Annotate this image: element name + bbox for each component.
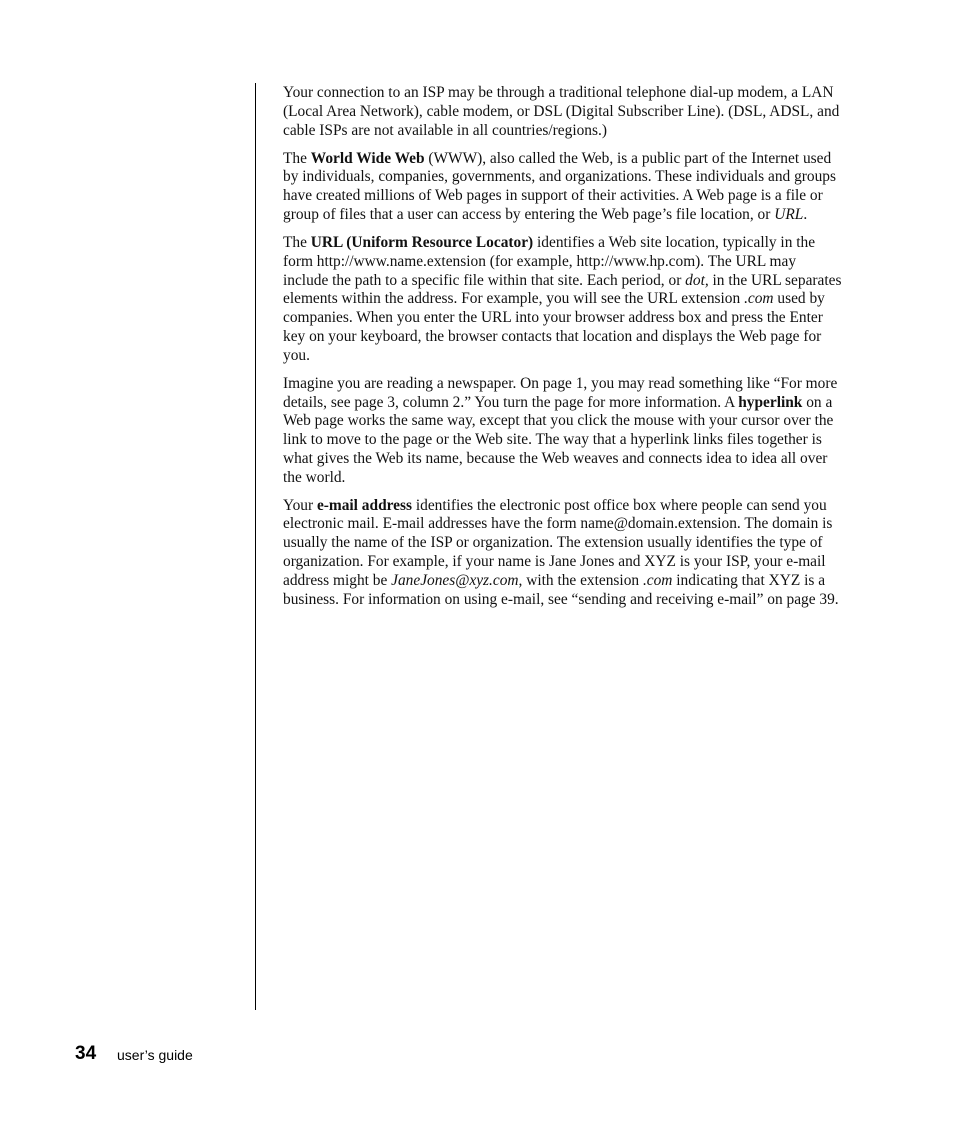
text-run: on a Web page works the same way, except that you click the mouse with your cursor over the link to move to the page or the Web site. The way that a hyperlink links files together is what gives the Web its name, because the Web weaves and connects idea to idea all over the world. xyxy=(283,393,834,486)
text-run: . xyxy=(803,205,808,223)
body-text xyxy=(283,84,845,619)
example-email: JaneJones@xyz.com, xyxy=(391,571,523,589)
term-world-wide-web: World Wide Web xyxy=(310,149,425,167)
term-url: URL (Uniform Resource Locator) xyxy=(310,233,534,251)
text-run: used by companies. When you enter the URL into your browser address box and press the Enter key on your keyboard, the browser contacts that location and displays the Web page for you. xyxy=(283,290,825,364)
term-email-address: e-mail address xyxy=(316,496,412,514)
text-run: identifies a Web site location, typically in the form http://www.name.extension (for example, http://www.hp.com). The URL may include the path to a specific file within that site. Each period, or xyxy=(283,233,816,289)
text-run: indicating that XYZ is a business. For information on using e-mail, see “sending and receiving e-mail” on page 39. xyxy=(283,571,839,608)
term-hyperlink: hyperlink xyxy=(738,393,803,411)
text-run: (WWW), also called the Web, is a public part of the Internet used by individuals, companies, governments, and organizations. These individuals and groups have created millions of Web pages in support of their activities. A Web page is a file or group of files that a user can access by entering the Web page’s file location, or xyxy=(283,149,836,223)
paragraph-world-wide-web xyxy=(283,150,845,225)
paragraph-email-address xyxy=(283,497,845,610)
paragraph-hyperlink xyxy=(283,375,845,488)
paragraph-url xyxy=(283,234,845,366)
text-run: with the extension xyxy=(522,571,643,589)
term-com: .com xyxy=(642,571,673,589)
paragraph-isp-connection xyxy=(283,84,845,140)
text-run: The xyxy=(283,149,311,167)
term-dot: dot, xyxy=(685,271,709,289)
text-run: in the URL separates elements within the address. For example, you will see the URL extension xyxy=(283,271,842,308)
term-url-italic: URL xyxy=(774,205,804,223)
text-run: The xyxy=(283,233,311,251)
page-number: 34 xyxy=(75,1043,97,1064)
text-run: Your xyxy=(283,496,317,514)
text-run: Imagine you are reading a newspaper. On page 1, you may read something like “For more details, see page 3, column 2.” You turn the page for more information. A xyxy=(283,374,838,411)
margin-rule xyxy=(255,83,256,1010)
term-com: .com xyxy=(744,290,774,308)
isp-connection-text: Your connection to an ISP may be through a traditional telephone dial-up modem, a LAN (Local Area Network), cable modem, or DSL (Digital Subscriber Line). (DSL, ADSL, and cable ISPs are not available in all countries/regions.) xyxy=(283,84,840,139)
footer-label: user’s guide xyxy=(117,1047,193,1063)
text-run: identifies the electronic post office box where people can send you electronic mail. E-mail addresses have the form name@domain.extension. The domain is usually the name of the ISP or organization. The extension usually identifies the type of organization. For example, if your name is Jane Jones and XYZ is your ISP, your e-mail address might be xyxy=(283,496,833,589)
